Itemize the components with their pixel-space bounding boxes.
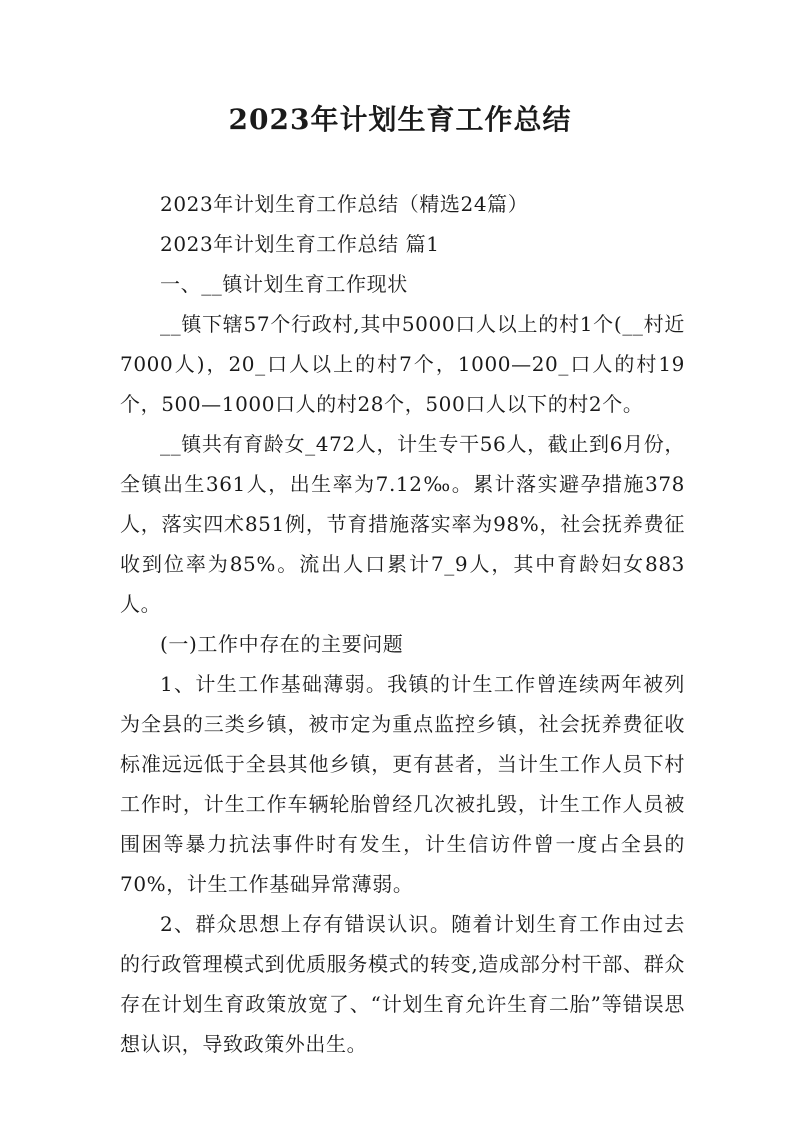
body-paragraph: __镇下辖57个行政村,其中5000口人以上的村1个(__村近7000人)，20_口人以上的村7个，1000—20_口人的村19个，500—1000口人的村28个，500口人以下的村2个。 — [120, 312, 685, 416]
body-paragraph: 1、计生工作基础薄弱。我镇的计生工作曾连续两年被列为全县的三类乡镇，被市定为重点监控乡镇，社会抚养费征收标准远远低于全县其他乡镇，更有甚者，当计生工作人员下村工作时，计生工作车辆轮胎曾经几次被扎毁，计生工作人员被围困等暴力抗法事件时有发生，计生信访件曾一度占全县的70%，计生工作基础异常薄弱。 — [120, 672, 685, 896]
body-paragraph: __镇共有育龄女_472人，计生专干56人，截止到6月份，全镇出生361人，出生率为7.12‰。累计落实避孕措施378人，落实四术851例，节育措施落实率为98%，社会抚养费征收到位率为85%。流出人口累计7_9人，其中育龄妇女883人。 — [120, 432, 685, 616]
subsection-heading: 一、__镇计划生育工作现状 — [160, 272, 408, 296]
document-body — [120, 184, 685, 1064]
subsection-heading: (一)工作中存在的主要问题 — [160, 632, 404, 656]
section-heading: 2023年计划生育工作总结 篇1 — [160, 232, 440, 256]
document-title: 2023年计划生育工作总结 — [228, 103, 572, 136]
body-paragraph: 2、群众思想上存有错误认识。随着计划生育工作由过去的行政管理模式到优质服务模式的转变,造成部分村干部、群众存在计划生育政策放宽了、“计划生育允许生育二胎”等错误思想认识，导致政策外出生。 — [120, 912, 685, 1056]
subtitle-paragraph: 2023年计划生育工作总结（精选24篇） — [160, 192, 529, 216]
